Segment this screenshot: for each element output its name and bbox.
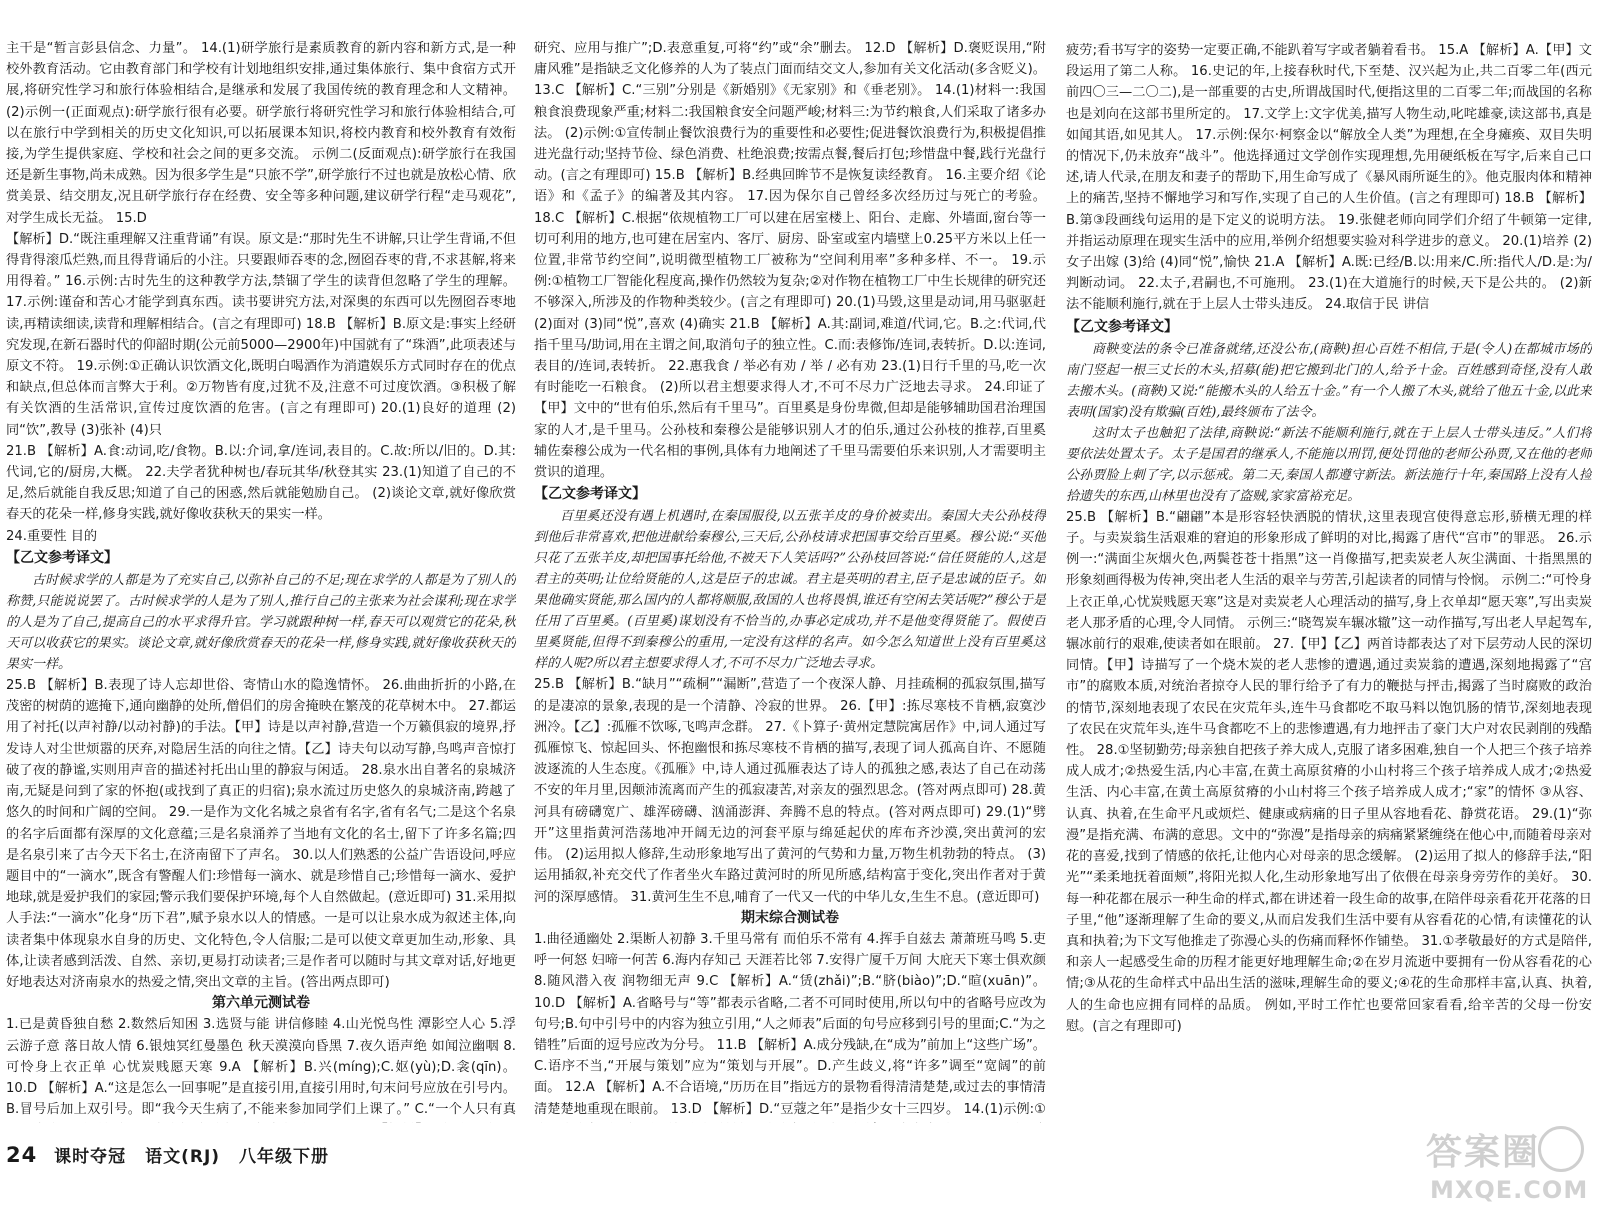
left-column (6, 38, 516, 1123)
answer-block: 24.重要性 目的 (6, 528, 98, 544)
answer-block: 疲劳;看书写字的姿势一定要正确,不能趴着写字或者躺着看书。 15.A 【解析】A.【甲】文段运用了第二人称。 16.史记的年,上接春秋时代,下至楚、汉兴起为止,共二百零二年(西元前四〇三—二〇二),是一部重要的古史,所谓战国时代,便指这里的二百零二年;而战国的名称也是刘向在这部书里所定的。 17.文学上:文字优美,描写人物生动,叱咤雄豪,读这部书,真是如闻其语,如见其人。 17.示例:保尔·柯察金以“解放全人类”为理想,在全身瘫痪、双目失明的情况下,仍未放弃“战斗”。他选择通过文学创作实现理想,先用硬纸板在写字,后来自己口述,请人代录,在朋友和妻子的帮助下,用生命写成了《暴风雨所诞生的》。他克服肉体和精神上的痛苦,坚持不懈地学习和写作,实现了自己的人生价值。(言之有理即可) 18.B 【解析】B.第③段画线句运用的是下定义的说明方法。 19.张健老师向同学们介绍了牛顿第一定律,并指运动原理在现实生活中的应用,举例介绍想要实验对科学进步的意义。 20.(1)培养 (2)女子出嫁 (3)给 (4)同“悦”,愉快 21.A 【解析】A.既:已经/B.以:用来/C.所:指代人/D.是:为/判断动词。 22.太子,君嗣也,不可施刑。 23.(1)在大道施行的时候,天下是公共的。 (2)新法不能顺利施行,就在于上层人士带头违反。 24.取信于民 讲信 (1066, 43, 1592, 313)
section-heading: 【乙文参考译文】 (6, 549, 118, 566)
grade-name: 八年级下册 (238, 1147, 329, 1167)
test-title: 第六单元测试卷 (212, 995, 310, 1012)
answer-block: 研究、应用与推广”;D.表意重复,可将“约”或“余”删去。 12.D 【解析】D.褒贬误用,“附庸风雅”是指缺乏文化修养的人为了装点门面而结交文人,参加有关文化活动(多含贬义)。 13.C 【解析】C.“三别”分别是《新婚别》《无家别》和《垂老别》。 14.(1)材料一:我国粮食浪费现象严重;材料二:我国粮食安全问题严峻;材料三:为节约粮食,人们采取了诸多办法。 (2)示例:①宣传制止餐饮浪费行为的重要性和必要性;促进餐饮浪费行为,积极提倡推进光盘行动;坚持节俭、绿色消费、杜绝浪费;按需点餐,餐后打包;珍惜盘中餐,践行光盘行动。(言之有理即可) 15.B 【解析】B.经典回眸节不是恢复读经教育。 16.主要介绍《论语》和《孟子》的编著及其内容。 17.因为保尔自己曾经多次经历过与死亡的考验。 18.C 【解析】C.根据“依规植物工厂可以建在居室楼上、阳台、走廊、外墙面,窗台等一切可利用的地方,也可建在居室内、客厅、厨房、卧室或室内墙壁上0.25平方米以上任一位置,非常节约空间”,说明微型植物工厂被称为“空间利用率”多种多样、不一。 19.示例:①植物工厂智能化程度高,操作仍然较为复杂;②对作物在植物工厂中生长规律的研究还不够深入,所涉及的作物种类较少。(言之有理即可) 20.(1)马毁,这里是动词,用马驱驱赶 (2)面对 (3)同“悦”,喜欢 (4)确实 21.B 【解析】A.其:副词,难道/代词,它。B.之:代词,代指千里马/助词,用在主谓之间,取消句子的独立性。C.而:表修饰/连词,表转折。D.以:连词,表目的/连词,表转折。 22.惠我食 / 举必有劝 / 举 / 必有劝 23.(1)日行千里的马,吃一次有时能吃一石粮食。 (2)所以君主想要求得人才,不可不尽力广泛地去寻求。 24.印证了【甲】文中的“世有伯乐,然后有千里马”。百里奚是身份卑微,但却是能够辅助国君治理国家的人才,是千里马。公孙枝和秦穆公是能够识别人才的伯乐,通过公孙枝的推荐,百里奚辅佐秦穆公成为一代名相的事例,具体有力地阐述了千里马需要伯乐来识别,人才需要明主赏识的道理。 (534, 41, 1046, 481)
answer-block: 【解析】D.“既注重理解又注重背诵”有误。原文是:“那时先生不讲解,只让学生背诵,不但得背得滚瓜烂熟,而且得背诵后的小注。只要跟师吞枣的念,囫囵吞枣的背,不求甚解,将来用得着。” 16.示例:古时先生的这种教学方法,禁锢了学生的读背但忽略了学生的理解。 17.示例:谨奋和苦心才能学到真东西。读书要讲究方法,对深奥的东西可以先囫囵吞枣地读,再精读细读,读背和理解相结合。(言之有理即可) 18.B 【解析】B.原文是:事实上经研究发现,在新石器时代的仰韶时期(公元前5000—2900年)中国就有了“珠酒”,此项表述与原文不符。 19.示例:①正确认识饮酒文化,既明白喝酒作为消遣娱乐方式同时存在的优点和缺点,但总体而言弊大于利。②万物皆有度,过犹不及,注意不可过度饮酒。③积极了解有关饮酒的生活常识,宣传过度饮酒的危害。(言之有理即可) 20.(1)良好的道理 (2)同“饮”,教导 (3)张补 (4)只 (6, 231, 516, 438)
translation-text: 古时候求学的人都是为了充实自己,以弥补自己的不足;现在求学的人都是为了别人的称赞,只能说说罢了。古时候求学的人是为了别人,推行自己的主张来为社会谋利;现在求学的人是为了自己,提高自己的水平求得升官。学习就跟种树一样,春天可以观赏它的花朵,秋天可以收获它的果实。谈论文章,就好像欣赏春天的花朵一样,修身实践,就好像收获秋天的果实一样。 (6, 573, 516, 673)
test-title: 期末综合测试卷 (741, 909, 839, 926)
translation-text: 百里奚还没有遇上机遇时,在秦国服役,以五张羊皮的身价被卖出。秦国大夫公孙枝得到他后非常喜欢,把他进献给秦穆公,三天后,公孙枝请求把国事交给百里奚。穆公说:“买他只花了五张羊皮,却把国事托给他,不被天下人笑话吗?”公孙枝回答说:“信任贤能的人,这是君主的英明;让位给贤能的人,这是臣子的忠诚。君主是英明的君主,臣子是忠诚的臣子。如果他确实贤能,那么国内的人都将顺服,敌国的人也将畏惧,谁还有空闲去笑话呢?”穆公于是任用了百里奚。(百里奚)谋划没有不恰当的,办事必定成功,并不是他变得贤能了。假使百里奚贤能,但得不到秦穆公的重用,一定没有这样的名声。如今怎么知道世上没有百里奚这样的人呢?所以君主想要求得人才,不可不尽力广泛地去寻求。 (534, 509, 1046, 672)
translation-text: 这时太子也触犯了法律,商鞅说:“新法不能顺利施行,就在于上层人士带头违反。”人们将要依法处置太子。太子是国君的继承人,不能施以刑罚,便处罚他的老师公孙贾,又在他的老师公孙贾脸上刺了字,以示惩戒。第二天,秦国人都遵守新法。新法施行十年,秦国路上没有人捡拾遗失的东西,山林里也没有了盗贼,家家富裕充足。 (1066, 425, 1592, 504)
answer-block: 25.B 【解析】B.“翩翩”本是形容轻快洒脱的情状,这里表现宫使得意忘形,骄横无理的样子。与卖炭翁生活艰难的窘迫的形象形成了鲜明的对比,揭露了唐代“宫市”的罪恶。 26.示例一:“满面尘灰烟火色,两鬓苍苍十指黑”这一肖像描写,把卖炭老人灰尘满面、十指黑黑的形象刻画得极为传神,突出老人生活的艰辛与劳苦,引起读者的同情与怜悯。 示例二:“可怜身上衣正单,心忧炭贱愿天寒”这是对卖炭老人心理活动的描写,身上衣单却“愿天寒”,写出卖炭老人那矛盾的心理,令人同情。 示例三:“晓驾炭车辗冰辙”这一动作描写,写出老人早起驾车,辗冰前行的艰难,使读者如在眼前。 27.【甲】【乙】两首诗都表达了对下层劳动人民的深切同情。【甲】诗描写了一个烧木炭的老人悲惨的遭遇,通过卖炭翁的遭遇,深刻地揭露了“宫市”的腐败本质,对统治者掠夺人民的罪行给予了有力的鞭挞与抨击,揭露了当时腐败的政治的情节,深刻地表现了农民在灾荒年头,连牛马食都吃不取马料以饱饥肠的情节,深刻地表现了农民在灾荒年头,连牛马食都吃不上的悲惨遭遇,有力地抨击了豪门大户对农民剥削的残酷性。 28.①坚韧勤劳;母亲独自把孩子养大成人,克服了诸多困难,独自一个人把三个孩子培养成人成才;②热爱生活,内心丰富,在黄土高原贫瘠的小山村将三个孩子培养成人成才;②热爱生活、内心丰富,在黄土高原贫瘠的小山村将三个孩子培养成人成才;“家”的情怀 ③从容、认真、执着,在生命平凡或烦烂、健康或病痛的日子里从容地看花、静赏花语。 29.(1)“弥漫”是指充满、布满的意思。文中的“弥漫”是指母亲的病痛紧紧缠绕在他心中,而随着母亲对花的喜爱,找到了情感的依托,让他内心对母亲的思念缓解。 (2)运用了拟人的修辞手法,“阳光”“柔柔地抚着面颊”,将阳光拟人化,生动形象地写出了依偎在母亲身旁劳作的美好。 30.每一种花都在展示一种生命的样式,都在讲述着一段生命的故事,在陪伴母亲看花开花落的日子里,“他”逐渐理解了生命的要义,从而启发我们生活中要有从容看花的心情,有读懂花的认真和执着;为下文写他推走了弥漫心头的伤痛而释怀作铺垫。 31.①孝敬最好的方式是陪伴,和亲人一起感受生命的历程才能更好地理解生命;②在岁月流逝中要拥有一份从容看花的心情;③从花的生命样式中品出生活的滋味,理解生命的要义;④花的生命那样丰富,认真、执着,人的生命也应拥有同样的品质。 例如,平时工作忙也要常回家看看,给辛苦的父母一份安慰。(言之有理即可) (1066, 509, 1592, 1034)
series-name: 课时夺冠 (54, 1147, 127, 1167)
watermark-title: 答案圈 (1426, 1132, 1541, 1173)
section-heading: 【乙文参考译文】 (1066, 318, 1178, 335)
page-footer (6, 1142, 329, 1167)
answer-block: 主干是“暂言彭县信念、力量”。 14.(1)研学旅行是素质教育的新内容和新方式,是一种校外教育活动。它由教育部门和学校有计划地组织安排,通过集体旅行、集中食宿方式开展,将研究性学习和旅行体验相结合,是继承和发展了我国传统的教育理念和人文精神。 (2)示例一(正面观点):研学旅行很有必要。研学旅行将研究性学习和旅行体验相结合,可以在旅行中学到相关的历史文化知识,可以拓展课本知识,将校内教育和校外教育有效衔接,为学生提供家庭、学校和社会之间的更多交流。 示例二(反面观点):研学旅行在我国还是新生事物,尚未成熟。因为很多学生是“只旅不学”,研学旅行不过也就是放松心情、欣赏美景、结交朋友,况且研学旅行存在经费、安全等多种问题,建议研学行程“走马观花”,对学生成长无益。 15.D (6, 41, 516, 226)
answer-block: 1.已是黄昏独自愁 2.数然后知困 3.选贤与能 讲信修睦 4.山光悦鸟性 潭影空人心 5.浮云游子意 落日故人情 6.银烛冥红曼墨色 秋天漠漠向昏黑 7.夜久语声绝 如闻泣幽咽 8.可怜身上衣正单 心忧炭贱愿天寒 9.A 【解析】B.兴(míng);C.妪(yù);D.衾(qīn)。 10.D 【解析】A.“这是怎么一回事呢”是直接引用,直接引用时,句末问号应放在引号内。B.冒号后加上双引号。即“我今天生病了,不能来参加同学们上课了。” C.“一个人只有真 (6, 1017, 516, 1118)
section-heading: 【乙文参考译文】 (534, 486, 646, 503)
translation-text: 商鞅变法的条令已准备就绪,还没公布,(商鞅)担心百姓不相信,于是(令人)在都城市场的南门竖起一根三丈长的木头,招募(能)把它搬到北门的人,给予十金。百姓感到奇怪,没有人敢去搬木头。(商鞅)又说:“能搬木头的人给五十金。”有一个人搬了木头,就给了他五十金,以此来表明(国家)没有欺骗(百姓),最终颁布了法令。 (1066, 341, 1592, 420)
watermark (1418, 1124, 1588, 1214)
answer-block: 25.B 【解析】B.表现了诗人忘却世俗、寄情山水的隐逸情怀。 26.曲曲折折的小路,在茂密的树荫的遮掩下,通向幽静的处所,僧侣们的房舍掩映在繁茂的花草树木中。 27.都运用了衬托(以声衬静/以动衬静)的手法。【甲】诗是以声衬静,营造一个万籁俱寂的境界,抒发诗人对尘世烦嚣的厌弃,对隐居生活的向往之情。【乙】诗夫句以动写静,鸟鸣声音惊打破了夜的静谧,实则用声音的描述衬托出山里的静寂与闲适。 28.泉水出自著名的泉城济南,无疑是问到了家的怀抱(或找到了真正的归宿);泉水流过历史悠久的泉城济南,跨越了悠久的时间和广阔的空间。 29.一是作为文化名城之泉省有名字,省有名气;二是这个名泉的名字后面都有深厚的文化意蕴;三是名泉涌养了当地有文化的名士,留下了许多名篇;四是名泉引来了古今天下名士,在济南留下了声名。 30.以人们熟悉的公益广告语设问,呼应题目中的“一滴水”,既含有警醒人们:珍惜每一滴水、就是珍惜自己;珍惜每一滴水、爱护地球,就是爱护我们的家园;警示我们要保护环境,每个人自然做起。(意近即可) 31.采用拟人手法:“一滴水”化身“历下君”,赋予泉水以人的情感。一是可以让泉水成为叙述主体,向读者集中体现泉水自身的历史、文化特色,令人信服;二是可以使文章更加生动,形象、具体,让读者感到活泼、自然、亲切,更易打动读者;三是作者可以随时与其文章对话,好地更好地表达对济南泉水的热爱之情,突出文章的主旨。(答出两点即可) (6, 678, 516, 990)
answer-block: 1.曲径通幽处 2.渠断人初静 3.千里马常有 而伯乐不常有 4.挥手自兹去 萧萧班马鸣 5.吏呼一何怒 妇啼一何苦 6.海内存知己 天涯若比邻 7.安得广厦千万间 大庇天下寒士俱欢颜 8.随风潜入夜 润物细无声 9.C 【解析】A.“赁(zhǎi)”;B.“脐(biào)”;D.“暄(xuān)”。 10.D 【解析】A.省略号与“等”都表示省略,二者不可同时使用,所以句中的省略号应改为句号;B.句中引号中的内容为独立引用,“人之师表”后面的句号应移到引号的里面;C.“为之错牲”后面的逗号应改为分号。 11.B 【解析】A.成分残缺,在“成为”前加上“这些广场”。C.语序不当,“开展与策划”应为“策划与开展”。D.产生歧义,将“许多”调至“宽阔”的前面。 12.A 【解析】A.不合语境,“历历在目”指远方的景物看得清清楚楚,或过去的事情清清楚楚地重现在眼前。 13.D 【解析】D.“豆蔻之年”是指少女十三四岁。 14.(1)示例:① (534, 931, 1046, 1117)
middle-column (534, 38, 1046, 1123)
page-number: 24 (6, 1143, 38, 1167)
answer-block: 25.B 【解析】B.“缺月”“疏桐”“漏断”,营造了一个夜深人静、月挂疏桐的孤寂氛围,描写的是凄凉的景象,表现的是一个清静、冷寂的世界。 26.【甲】:拣尽寒枝不肯栖,寂寞沙洲冷。【乙】:孤雁不饮啄,飞鸣声念群。 27.《卜算子·黄州定慧院寓居作》中,词人通过写孤雁惊飞、惊起回头、怀抱幽恨和拣尽寒枝不肯栖的描写,表现了词人孤高自许、不愿随波逐流的人生态度。《孤雁》中,诗人通过孤雁表达了诗人的孤独之感,表达了自己在动荡不安的年月里,因颠沛流离而产生的孤寂凄苦,对亲友的强烈思念。(答对两点即可) 28.黄河具有磅礴宽广、雄浑磅礴、汹涌澎湃、奔腾不息的特点。(答对两点即可) 29.(1)“劈开”这里指黄河浩荡地冲开阔无边的河套平原与绵延起伏的库布齐沙漠,突出黄河的宏伟。 (2)运用拟人修辞,生动形象地写出了黄河的气势和力量,万物生机勃勃的特点。 (3)运用插叙,补充交代了作者坐火车路过黄河时的所见所感,结构富于变化,突出作者对于黄河的深厚感情。 31.黄河生生不息,哺育了一代又一代的中华儿女,生生不息。(意近即可) (534, 677, 1046, 905)
watermark-url: MXQE.COM (1430, 1176, 1589, 1204)
answer-block: 21.B 【解析】A.食:动词,吃/食物。B.以:介词,拿/连词,表目的。C.故:所以/旧的。D.其:代词,它的/厨房,大概。 22.夫学者犹种树也/春玩其华/秋登其实 23.(1)知道了自己的不足,然后就能自我反思;知道了自己的困惑,然后就能勉励自己。 (2)谈论文章,就好像欣赏春天的花朵一样,修身实践,就好像收获秋天的果实一样。 (6, 443, 516, 523)
watermark-seal-icon (1538, 1126, 1584, 1172)
right-column (1066, 40, 1592, 1125)
subject-name: 语文(RJ) (145, 1147, 221, 1167)
